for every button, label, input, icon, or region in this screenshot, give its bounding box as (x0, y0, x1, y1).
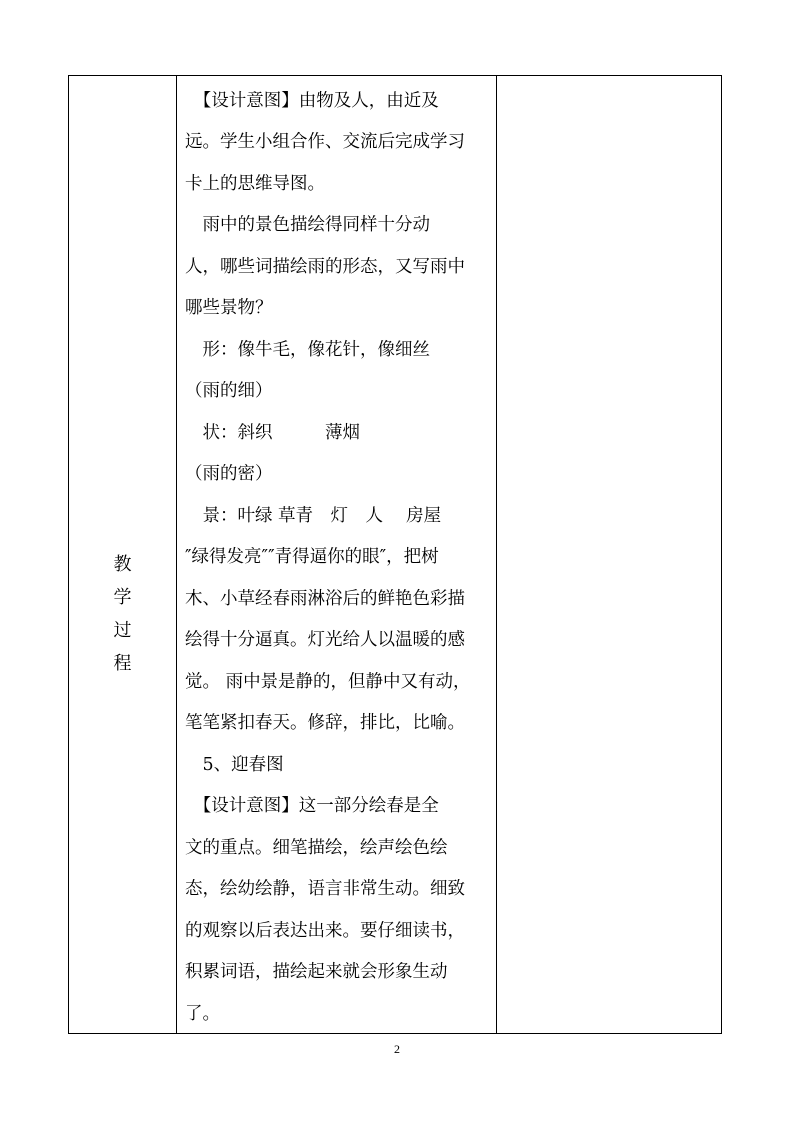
text-line: 积累词语，描绘起来就会形象生动 (185, 962, 448, 982)
text-line: 笔笔紧扣春天。修辞，排比，比喻。 (185, 713, 465, 733)
text-line: 了。 (185, 1004, 220, 1024)
column-divider (176, 76, 177, 1033)
row-label-char: 教 (113, 554, 132, 575)
text-line: （雨的细） (185, 381, 273, 401)
page-number: 2 (394, 1042, 400, 1056)
row-label-char: 程 (113, 653, 132, 674)
row-label-cell (69, 76, 176, 1033)
text-line: 的观察以后表达出来。要仔细读书， (185, 921, 465, 941)
text-line: 雨中的景色描绘得同样十分动 (185, 215, 430, 235)
text-line: 哪些景物？ (185, 298, 273, 318)
column-divider (496, 76, 497, 1033)
text-line: （雨的密） (185, 464, 273, 484)
text-line: 【设计意图】由物及人，由近及 (185, 91, 439, 111)
text-line: 觉。 雨中景是静的，但静中又有动， (185, 672, 471, 692)
row-label-char: 过 (113, 620, 132, 641)
text-line: ″绿得发亮″″青得逼你的眼″，把树 (185, 547, 439, 567)
row-label-char: 学 (113, 587, 132, 608)
text-line: 远。学生小组合作、交流后完成学习 (185, 132, 465, 152)
text-line: 人，哪些词描绘雨的形态，又写雨中 (185, 257, 465, 277)
text-line: 形：像牛毛，像花针，像细丝 (185, 340, 430, 360)
text-line: 绘得十分逼真。灯光给人以温暖的感 (185, 630, 465, 650)
lesson-table (68, 75, 722, 1034)
text-line: 木、小草经春雨淋浴后的鲜艳色彩描 (185, 589, 465, 609)
text-line: 【设计意图】这一部分绘春是全 (185, 796, 439, 816)
text-line: 卡上的思维导图。 (185, 174, 325, 194)
text-line: 文的重点。细笔描绘，绘声绘色绘 (185, 838, 448, 858)
text-line: 景：叶绿 草青 灯 人 房屋 (185, 506, 442, 526)
text-line: 态，绘幼绘静，语言非常生动。细致 (185, 879, 465, 899)
text-line: 5、迎春图 (185, 755, 284, 775)
text-line: 状：斜织 薄烟 (185, 423, 360, 443)
